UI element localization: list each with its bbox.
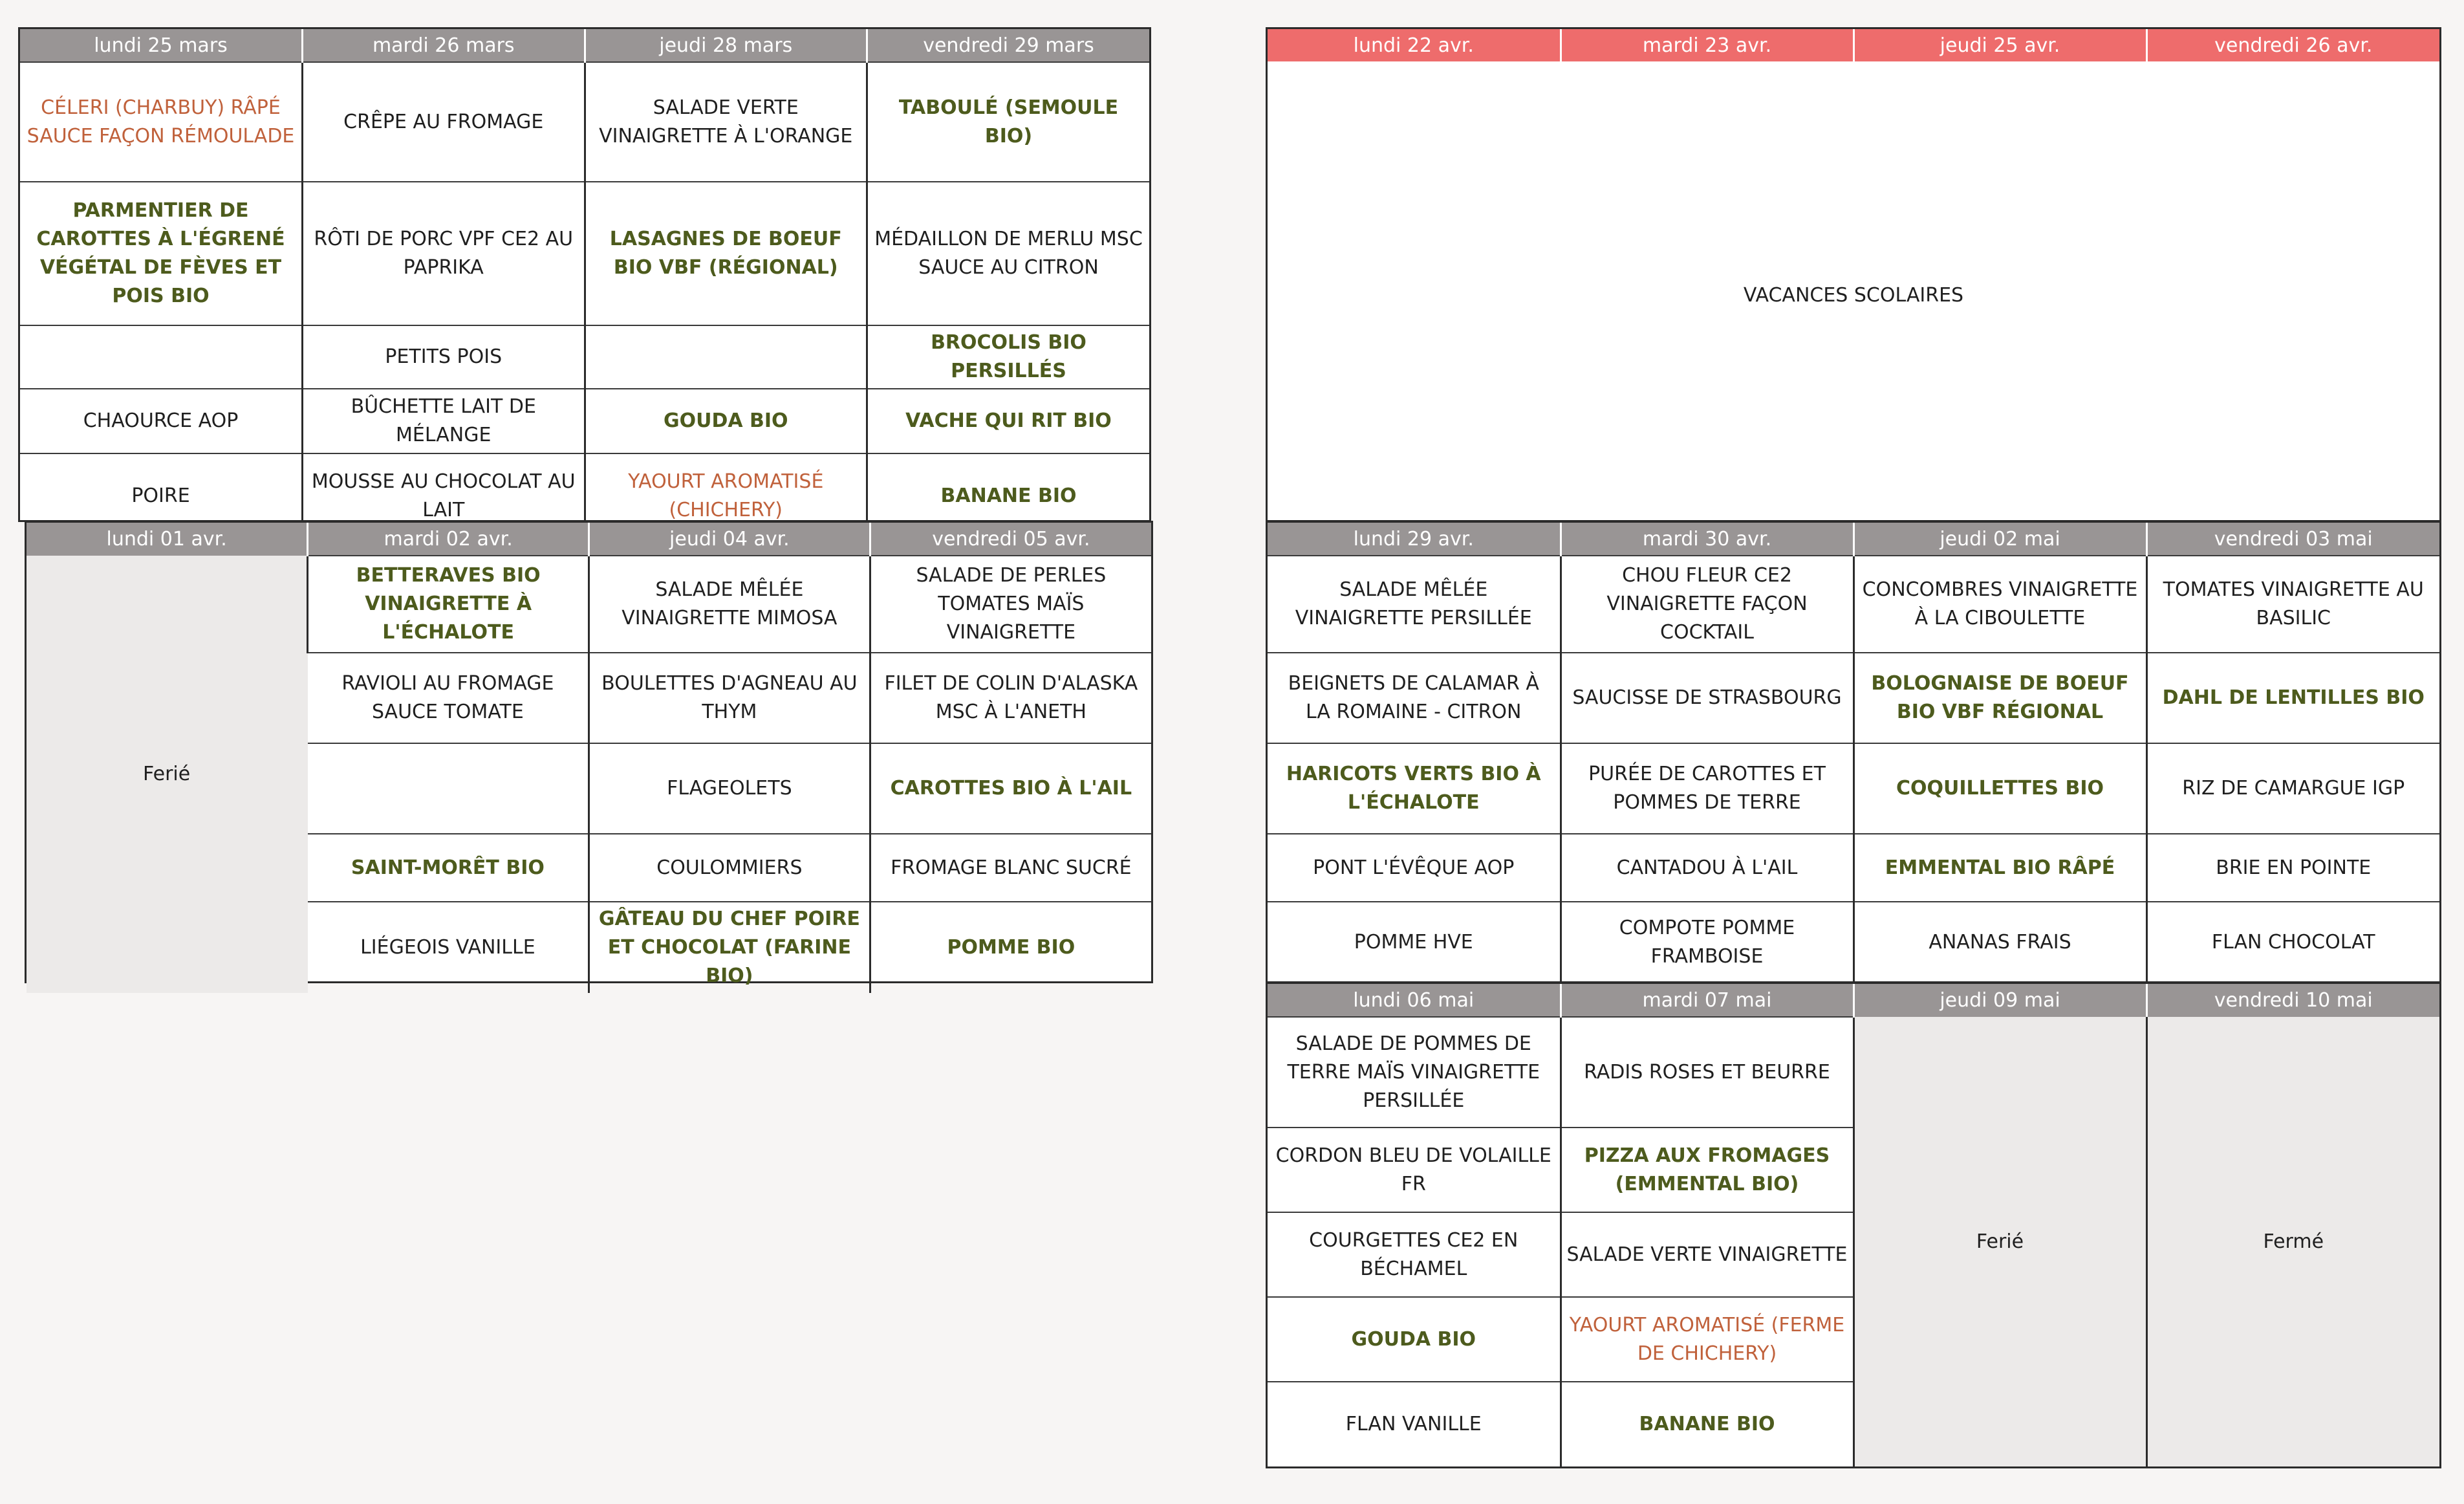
week-table-5 — [1268, 984, 2439, 1466]
day-header: mardi 23 avr. — [1561, 29, 1853, 61]
day-header: vendredi 05 avr. — [870, 523, 1151, 556]
menu-cell: LASAGNES DE BOEUF BIO VBF (RÉGIONAL) — [585, 182, 867, 325]
day-header: jeudi 28 mars — [585, 29, 867, 62]
week-table-3 — [1268, 29, 2439, 520]
menu-cell: BÛCHETTE LAIT DE MÉLANGE — [303, 389, 585, 453]
menu-cell: CAROTTES BIO À L'AIL — [870, 743, 1151, 834]
menu-cell: HARICOTS VERTS BIO À L'ÉCHALOTE — [1268, 743, 1561, 834]
menu-cell: PIZZA AUX FROMAGES (EMMENTAL BIO) — [1561, 1128, 1853, 1212]
menu-cell: COURGETTES CE2 EN BÉCHAMEL — [1268, 1212, 1561, 1297]
day-header: lundi 22 avr. — [1268, 29, 1561, 61]
menu-cell: BANANE BIO — [867, 453, 1150, 538]
menu-cell: GOUDA BIO — [585, 389, 867, 453]
menu-cell: DAHL DE LENTILLES BIO — [2146, 653, 2439, 743]
menu-cell: SALADE MÊLÉE VINAIGRETTE MIMOSA — [589, 556, 870, 653]
menu-cell: BANANE BIO — [1561, 1382, 1853, 1466]
week-block-1 — [18, 27, 1151, 522]
menu-cell: SAINT-MORÊT BIO — [308, 834, 589, 902]
menu-cell: PETITS POIS — [303, 325, 585, 389]
menu-cell: RÔTI DE PORC VPF CE2 AU PAPRIKA — [303, 182, 585, 325]
menu-cell: FLAN CHOCOLAT — [2146, 902, 2439, 983]
menu-cell: SALADE DE POMMES DE TERRE MAÏS VINAIGRETTE PERSILLÉE — [1268, 1017, 1561, 1128]
menu-cell — [308, 743, 589, 834]
menu-cell: COULOMMIERS — [589, 834, 870, 902]
menu-cell: CONCOMBRES VINAIGRETTE À LA CIBOULETTE — [1853, 556, 2146, 653]
menu-cell: ANANAS FRAIS — [1853, 902, 2146, 983]
week-block-2 — [25, 521, 1153, 987]
day-header: vendredi 03 mai — [2146, 523, 2439, 556]
menu-cell: BRIE EN POINTE — [2146, 834, 2439, 902]
menu-cell: FLAN VANILLE — [1268, 1382, 1561, 1466]
day-header: vendredi 29 mars — [867, 29, 1150, 62]
menu-cell: RAVIOLI AU FROMAGE SAUCE TOMATE — [308, 653, 589, 743]
menu-cell: RADIS ROSES ET BEURRE — [1561, 1017, 1853, 1128]
menu-cell: MOUSSE AU CHOCOLAT AU LAIT — [303, 453, 585, 538]
day-header: lundi 25 mars — [20, 29, 303, 62]
day-header: mardi 30 avr. — [1561, 523, 1853, 556]
week-table-4 — [1268, 523, 2439, 983]
menu-cell: CHOU FLEUR CE2 VINAIGRETTE FAÇON COCKTAIL — [1561, 556, 1853, 653]
menu-cell: CORDON BLEU DE VOLAILLE FR — [1268, 1128, 1561, 1212]
menu-cell: LIÉGEOIS VANILLE — [308, 902, 589, 993]
day-header: lundi 06 mai — [1268, 984, 1561, 1017]
closed-cell: Ferié — [27, 556, 308, 993]
week-block-3 — [1266, 27, 2441, 522]
menu-cell: BOULETTES D'AGNEAU AU THYM — [589, 653, 870, 743]
menu-cell: COQUILLETTES BIO — [1853, 743, 2146, 834]
menu-cell: COMPOTE POMME FRAMBOISE — [1561, 902, 1853, 983]
menu-cell: SALADE VERTE VINAIGRETTE — [1561, 1212, 1853, 1297]
menu-cell — [20, 325, 303, 389]
menu-cell — [585, 325, 867, 389]
holiday-cell: VACANCES SCOLAIRES — [1268, 61, 2439, 520]
menu-cell: CÉLERI (CHARBUY) RÂPÉ SAUCE FAÇON RÉMOULADE — [20, 62, 303, 182]
week-block-4 — [1266, 521, 2441, 983]
menu-cell: PURÉE DE CAROTTES ET POMMES DE TERRE — [1561, 743, 1853, 834]
day-header: mardi 02 avr. — [308, 523, 589, 556]
menu-cell: GÂTEAU DU CHEF POIRE ET CHOCOLAT (FARINE BIO) — [589, 902, 870, 993]
menu-cell: POIRE — [20, 453, 303, 538]
menu-cell: POMME BIO — [870, 902, 1151, 993]
menu-cell: TOMATES VINAIGRETTE AU BASILIC — [2146, 556, 2439, 653]
week-table-1 — [20, 29, 1149, 538]
menu-cell: SAUCISSE DE STRASBOURG — [1561, 653, 1853, 743]
menu-cell: TABOULÉ (SEMOULE BIO) — [867, 62, 1150, 182]
menu-cell: FLAGEOLETS — [589, 743, 870, 834]
day-header: jeudi 09 mai — [1853, 984, 2146, 1017]
day-header: lundi 01 avr. — [27, 523, 308, 556]
menu-cell: PARMENTIER DE CAROTTES À L'ÉGRENÉ VÉGÉTAL DE FÈVES ET POIS BIO — [20, 182, 303, 325]
menu-cell: GOUDA BIO — [1268, 1297, 1561, 1382]
day-header: vendredi 26 avr. — [2146, 29, 2439, 61]
menu-cell: BETTERAVES BIO VINAIGRETTE À L'ÉCHALOTE — [308, 556, 589, 653]
menu-cell: BOLOGNAISE DE BOEUF BIO VBF RÉGIONAL — [1853, 653, 2146, 743]
menu-cell: MÉDAILLON DE MERLU MSC SAUCE AU CITRON — [867, 182, 1150, 325]
menu-cell: BROCOLIS BIO PERSILLÉS — [867, 325, 1150, 389]
menu-cell: EMMENTAL BIO RÂPÉ — [1853, 834, 2146, 902]
day-header: mardi 07 mai — [1561, 984, 1853, 1017]
day-header: mardi 26 mars — [303, 29, 585, 62]
week-table-2 — [27, 523, 1151, 993]
menu-cell: CHAOURCE AOP — [20, 389, 303, 453]
day-header: jeudi 04 avr. — [589, 523, 870, 556]
menu-cell: YAOURT AROMATISÉ (FERME DE CHICHERY) — [1561, 1297, 1853, 1382]
menu-cell: FILET DE COLIN D'ALASKA MSC À L'ANETH — [870, 653, 1151, 743]
menu-cell: SALADE MÊLÉE VINAIGRETTE PERSILLÉE — [1268, 556, 1561, 653]
menu-cell: RIZ DE CAMARGUE IGP — [2146, 743, 2439, 834]
day-header: jeudi 02 mai — [1853, 523, 2146, 556]
menu-cell: SALADE VERTE VINAIGRETTE À L'ORANGE — [585, 62, 867, 182]
menu-cell: CANTADOU À L'AIL — [1561, 834, 1853, 902]
day-header: jeudi 25 avr. — [1853, 29, 2146, 61]
menu-cell: FROMAGE BLANC SUCRÉ — [870, 834, 1151, 902]
week-block-5 — [1266, 982, 2441, 1468]
closed-cell: Ferié — [1853, 1017, 2146, 1466]
menu-cell: BEIGNETS DE CALAMAR À LA ROMAINE - CITRON — [1268, 653, 1561, 743]
menu-cell: VACHE QUI RIT BIO — [867, 389, 1150, 453]
menu-cell: POMME HVE — [1268, 902, 1561, 983]
menu-cell: SALADE DE PERLES TOMATES MAÏS VINAIGRETTE — [870, 556, 1151, 653]
menu-cell: PONT L'ÉVÊQUE AOP — [1268, 834, 1561, 902]
day-header: lundi 29 avr. — [1268, 523, 1561, 556]
day-header: vendredi 10 mai — [2146, 984, 2439, 1017]
closed-cell: Fermé — [2146, 1017, 2439, 1466]
menu-cell: CRÊPE AU FROMAGE — [303, 62, 585, 182]
menu-cell: YAOURT AROMATISÉ (CHICHERY) — [585, 453, 867, 538]
